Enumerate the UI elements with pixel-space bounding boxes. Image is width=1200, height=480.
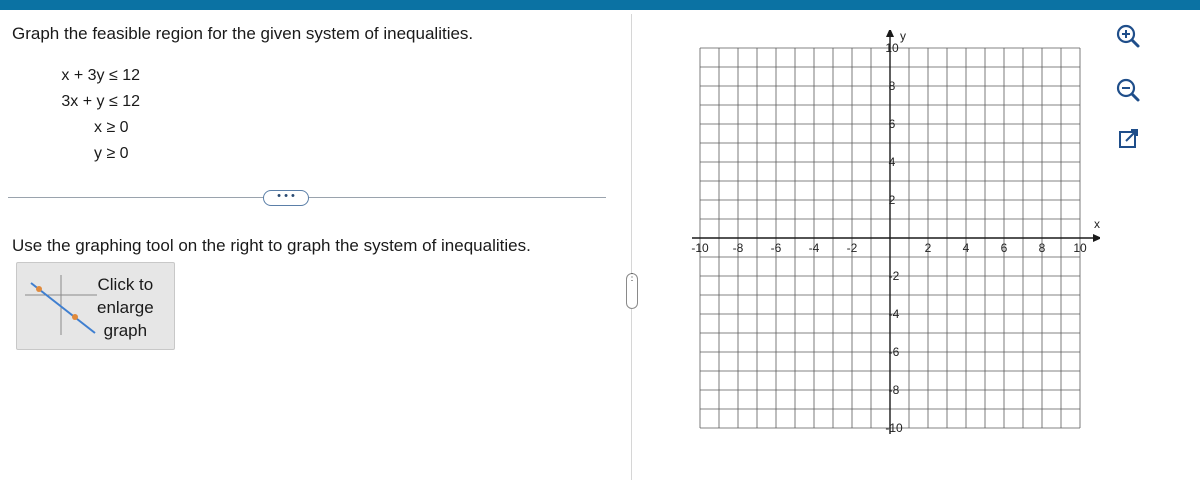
graph-prompt: Use the graphing tool on the right to graph the system of inequalities. <box>12 236 531 255</box>
x-tick-label: -2 <box>846 241 858 255</box>
zoom-in-icon <box>1112 20 1144 52</box>
y-tick-label: 10 <box>885 41 899 55</box>
zoom-out-button[interactable] <box>1112 74 1144 106</box>
graph-thumbnail-icon <box>25 275 97 335</box>
top-bar <box>0 0 1200 10</box>
inequality-2: 3x + y ≤ 12 <box>61 93 140 110</box>
x-axis-arrow <box>1093 234 1100 242</box>
y-tick-label: 6 <box>888 117 896 131</box>
coordinate-graph[interactable] <box>680 30 1100 450</box>
y-tick-label: -8 <box>888 383 900 397</box>
y-tick-label: 2 <box>888 193 896 207</box>
y-axis-label: y <box>900 30 906 43</box>
y-axis-arrow <box>886 30 894 37</box>
zoom-in-button[interactable] <box>1112 20 1144 52</box>
x-tick-labels <box>691 241 1087 255</box>
inequality-1: x + 3y ≤ 12 <box>61 67 140 84</box>
x-tick-label: -6 <box>770 241 782 255</box>
y-tick-label: -2 <box>888 269 900 283</box>
x-tick-label: 10 <box>1073 241 1087 255</box>
pane-separator <box>631 14 632 480</box>
x-tick-label: -4 <box>808 241 820 255</box>
external-link-icon <box>1112 122 1144 154</box>
enlarge-graph-button[interactable] <box>16 262 175 350</box>
x-tick-label: -8 <box>732 241 744 255</box>
y-tick-label: -6 <box>888 345 900 359</box>
x-tick-label: -10 <box>691 241 709 255</box>
y-tick-label: 8 <box>888 79 896 93</box>
inequality-list <box>20 66 140 170</box>
popout-button[interactable] <box>1112 122 1144 154</box>
y-tick-label: -4 <box>888 307 900 321</box>
show-more-button[interactable]: • • • <box>263 190 309 206</box>
problem-instruction: Graph the feasible region for the given system of inequalities. <box>12 24 474 43</box>
enlarge-graph-label: Click to enlarge graph <box>97 275 154 340</box>
y-tick-label: 4 <box>888 155 896 169</box>
pane-splitter-handle[interactable]: ⋮ <box>626 273 638 309</box>
x-tick-label: 8 <box>1038 241 1046 255</box>
zoom-out-icon <box>1112 74 1144 106</box>
graph-axes <box>692 30 1100 434</box>
x-tick-label: 6 <box>1000 241 1008 255</box>
x-axis-label: x <box>1094 217 1100 231</box>
inequality-4: y ≥ 0 <box>94 145 129 162</box>
x-tick-label: 4 <box>962 241 970 255</box>
x-tick-label: 2 <box>924 241 932 255</box>
inequality-3: x ≥ 0 <box>94 119 129 136</box>
y-tick-label: -10 <box>885 421 903 435</box>
